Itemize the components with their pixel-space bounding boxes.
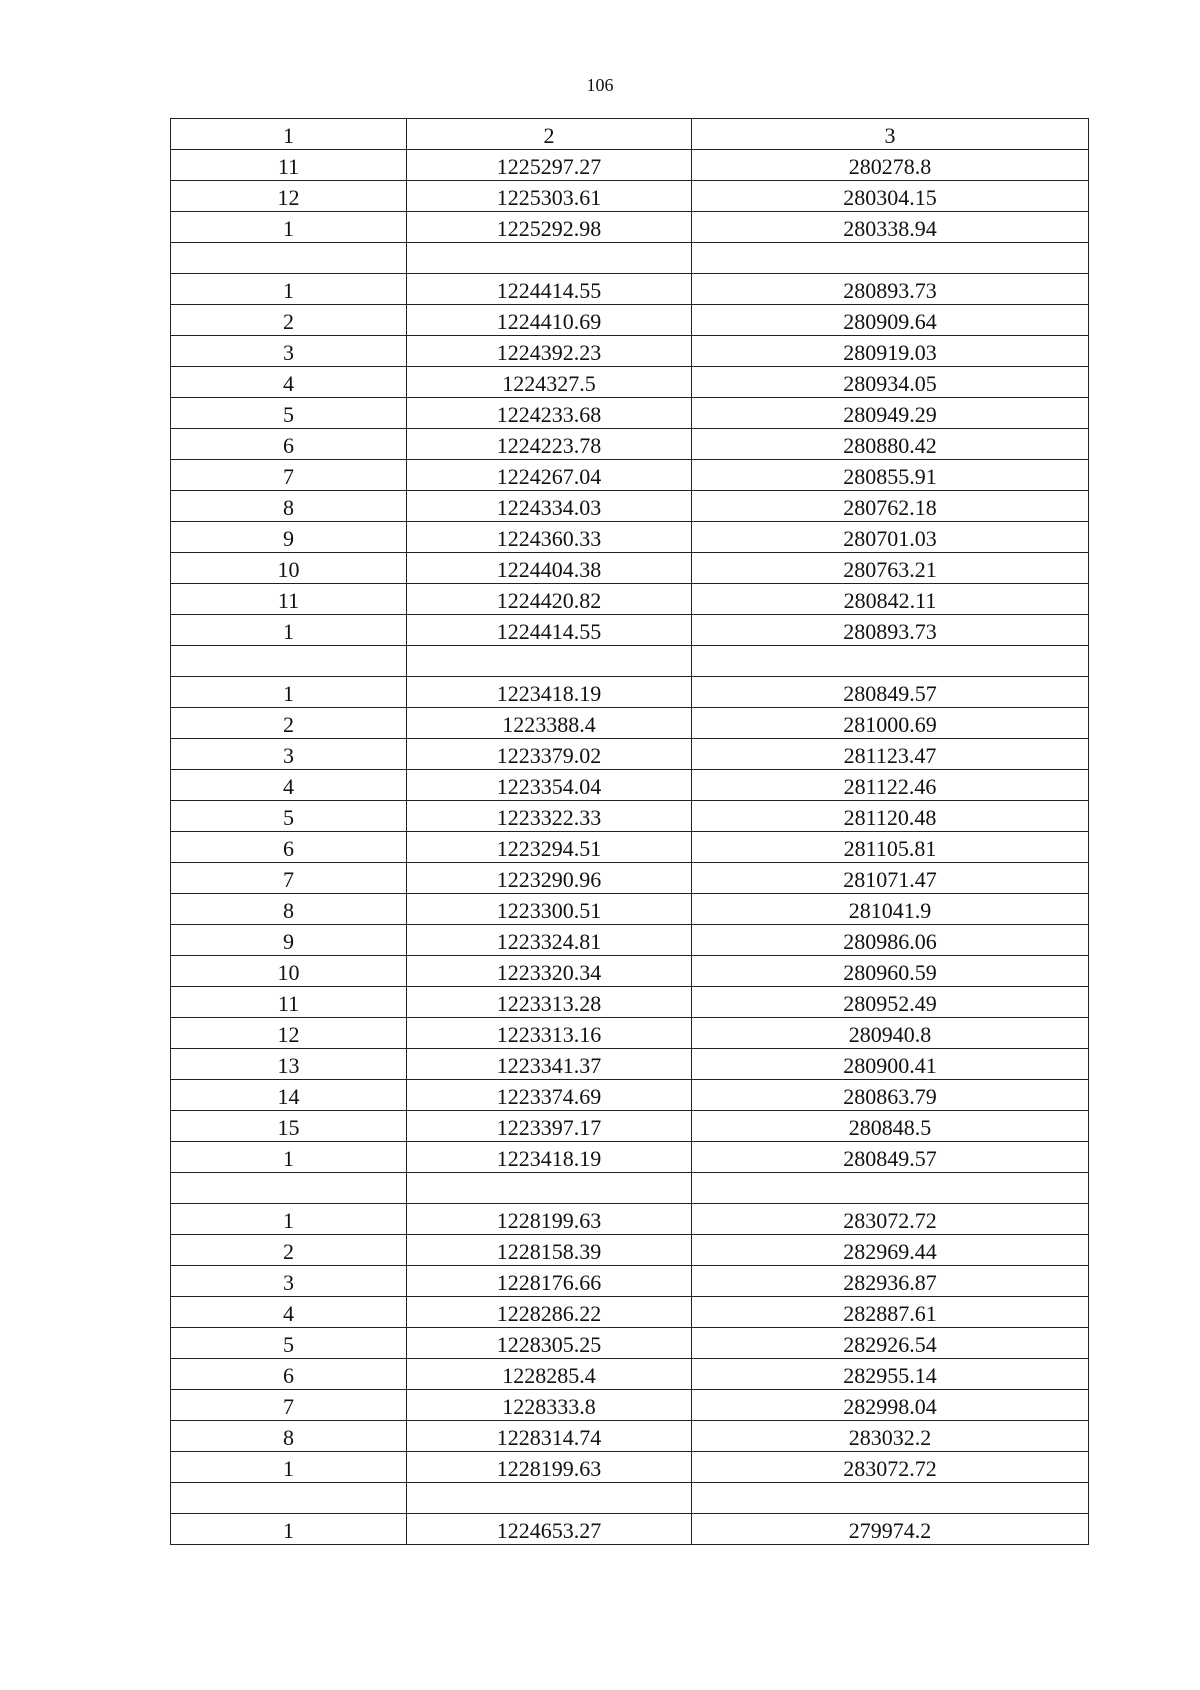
table-cell-col-3 (692, 1173, 1089, 1204)
table-cell-col-1: 10 (171, 553, 407, 584)
table-cell-col-3: 280842.11 (692, 584, 1089, 615)
table-row (171, 1297, 1089, 1328)
table-cell-col-1: 3 (171, 739, 407, 770)
table-cell-col-2: 1223379.02 (407, 739, 692, 770)
table-cell-col-1: 12 (171, 181, 407, 212)
table-cell-col-1: 10 (171, 956, 407, 987)
table-cell-col-2: 1224267.04 (407, 460, 692, 491)
table-row (171, 181, 1089, 212)
table-cell-col-2: 1223418.19 (407, 677, 692, 708)
table-body (171, 150, 1089, 1545)
table-cell-col-1 (171, 243, 407, 274)
table-cell-col-3: 280934.05 (692, 367, 1089, 398)
table-cell-col-2 (407, 1483, 692, 1514)
table-cell-col-3: 280849.57 (692, 1142, 1089, 1173)
table-row (171, 1421, 1089, 1452)
table-cell-col-2: 1228285.4 (407, 1359, 692, 1390)
table-cell-col-2 (407, 646, 692, 677)
table-cell-col-2: 1224334.03 (407, 491, 692, 522)
table-cell-col-3: 280762.18 (692, 491, 1089, 522)
table-cell-col-3: 282998.04 (692, 1390, 1089, 1421)
table-cell-col-1: 1 (171, 1204, 407, 1235)
table-cell-col-3: 280701.03 (692, 522, 1089, 553)
table-row (171, 1080, 1089, 1111)
table-cell-col-1: 8 (171, 1421, 407, 1452)
table-cell-col-3: 280849.57 (692, 677, 1089, 708)
table-row (171, 1018, 1089, 1049)
table-cell-col-1: 4 (171, 1297, 407, 1328)
table-cell-col-3: 280960.59 (692, 956, 1089, 987)
table-row (171, 739, 1089, 770)
table-cell-col-1: 1 (171, 274, 407, 305)
table-cell-col-3: 280848.5 (692, 1111, 1089, 1142)
table-cell-col-1: 2 (171, 1235, 407, 1266)
table-cell-col-1: 1 (171, 1452, 407, 1483)
table-cell-col-1 (171, 1483, 407, 1514)
table-cell-col-2: 1223388.4 (407, 708, 692, 739)
table-cell-col-1: 15 (171, 1111, 407, 1142)
table-row (171, 1173, 1089, 1204)
table-cell-col-3: 282887.61 (692, 1297, 1089, 1328)
table-cell-col-1: 1 (171, 1514, 407, 1545)
table-cell-col-2: 1224414.55 (407, 274, 692, 305)
table-cell-col-3: 281120.48 (692, 801, 1089, 832)
table-cell-col-2: 1228199.63 (407, 1452, 692, 1483)
table-cell-col-2: 1223300.51 (407, 894, 692, 925)
table-row (171, 150, 1089, 181)
table-cell-col-3: 280900.41 (692, 1049, 1089, 1080)
table-row (171, 522, 1089, 553)
table-row (171, 925, 1089, 956)
table-cell-col-3: 280919.03 (692, 336, 1089, 367)
table-cell-col-3: 280909.64 (692, 305, 1089, 336)
table-cell-col-2: 1223322.33 (407, 801, 692, 832)
table-cell-col-2: 1223313.28 (407, 987, 692, 1018)
table-row (171, 894, 1089, 925)
table-row (171, 1328, 1089, 1359)
table-row (171, 646, 1089, 677)
table-cell-col-1: 2 (171, 305, 407, 336)
table-cell-col-3: 281041.9 (692, 894, 1089, 925)
table-row (171, 1111, 1089, 1142)
table-cell-col-1: 9 (171, 925, 407, 956)
table-cell-col-3 (692, 646, 1089, 677)
table-row (171, 1514, 1089, 1545)
table-row (171, 1204, 1089, 1235)
table-cell-col-3: 280940.8 (692, 1018, 1089, 1049)
coordinates-table-container (170, 118, 1088, 1545)
table-cell-col-1: 11 (171, 150, 407, 181)
table-cell-col-3: 282936.87 (692, 1266, 1089, 1297)
table-row (171, 212, 1089, 243)
table-row (171, 708, 1089, 739)
table-cell-col-3: 283032.2 (692, 1421, 1089, 1452)
table-cell-col-3: 280893.73 (692, 274, 1089, 305)
table-cell-col-1: 11 (171, 584, 407, 615)
table-row (171, 429, 1089, 460)
table-row (171, 1390, 1089, 1421)
table-cell-col-2: 1223313.16 (407, 1018, 692, 1049)
table-row (171, 1483, 1089, 1514)
table-cell-col-1: 1 (171, 1142, 407, 1173)
table-cell-col-2: 1223374.69 (407, 1080, 692, 1111)
table-cell-col-1: 1 (171, 615, 407, 646)
table-cell-col-1: 6 (171, 1359, 407, 1390)
table-cell-col-2: 1223418.19 (407, 1142, 692, 1173)
table-row (171, 584, 1089, 615)
table-row (171, 801, 1089, 832)
table-cell-col-2: 1223290.96 (407, 863, 692, 894)
table-cell-col-3: 281000.69 (692, 708, 1089, 739)
table-cell-col-2: 1224327.5 (407, 367, 692, 398)
table-cell-col-1: 7 (171, 1390, 407, 1421)
coordinates-table (170, 118, 1089, 1545)
table-cell-col-2: 1228158.39 (407, 1235, 692, 1266)
table-cell-col-3 (692, 1483, 1089, 1514)
table-cell-col-3: 279974.2 (692, 1514, 1089, 1545)
table-cell-col-2: 1224223.78 (407, 429, 692, 460)
table-cell-col-3: 282969.44 (692, 1235, 1089, 1266)
table-cell-col-3: 280278.8 (692, 150, 1089, 181)
table-cell-col-2 (407, 243, 692, 274)
table-cell-col-3: 280304.15 (692, 181, 1089, 212)
table-cell-col-1 (171, 646, 407, 677)
table-cell-col-3 (692, 243, 1089, 274)
table-cell-col-3: 280855.91 (692, 460, 1089, 491)
table-cell-col-2: 1224360.33 (407, 522, 692, 553)
table-cell-col-2: 1224420.82 (407, 584, 692, 615)
table-cell-col-1: 5 (171, 398, 407, 429)
table-cell-col-3: 281071.47 (692, 863, 1089, 894)
table-row (171, 987, 1089, 1018)
table-cell-col-3: 283072.72 (692, 1204, 1089, 1235)
table-cell-col-1: 3 (171, 1266, 407, 1297)
table-cell-col-3: 281122.46 (692, 770, 1089, 801)
table-row (171, 956, 1089, 987)
table-row (171, 770, 1089, 801)
table-cell-col-1: 3 (171, 336, 407, 367)
table-row (171, 305, 1089, 336)
table-cell-col-3: 280338.94 (692, 212, 1089, 243)
table-cell-col-2: 1224410.69 (407, 305, 692, 336)
table-cell-col-1: 8 (171, 491, 407, 522)
table-cell-col-2: 1224233.68 (407, 398, 692, 429)
table-row (171, 677, 1089, 708)
table-cell-col-2 (407, 1173, 692, 1204)
table-cell-col-3: 281105.81 (692, 832, 1089, 863)
table-cell-col-3: 283072.72 (692, 1452, 1089, 1483)
table-cell-col-2: 1225303.61 (407, 181, 692, 212)
table-cell-col-2: 1223354.04 (407, 770, 692, 801)
table-cell-col-2: 1224653.27 (407, 1514, 692, 1545)
table-cell-col-3: 281123.47 (692, 739, 1089, 770)
table-cell-col-1: 7 (171, 460, 407, 491)
table-cell-col-3: 280763.21 (692, 553, 1089, 584)
table-row (171, 398, 1089, 429)
table-cell-col-3: 280952.49 (692, 987, 1089, 1018)
header-col-2: 2 (407, 119, 692, 150)
table-cell-col-2: 1228314.74 (407, 1421, 692, 1452)
table-row (171, 367, 1089, 398)
table-cell-col-2: 1228199.63 (407, 1204, 692, 1235)
table-row (171, 832, 1089, 863)
table-cell-col-1: 4 (171, 770, 407, 801)
table-cell-col-2: 1228286.22 (407, 1297, 692, 1328)
table-cell-col-2: 1223397.17 (407, 1111, 692, 1142)
table-cell-col-3: 280893.73 (692, 615, 1089, 646)
table-row (171, 615, 1089, 646)
header-col-1: 1 (171, 119, 407, 150)
table-cell-col-1: 1 (171, 677, 407, 708)
table-cell-col-2: 1225297.27 (407, 150, 692, 181)
table-row (171, 1266, 1089, 1297)
table-cell-col-1: 8 (171, 894, 407, 925)
table-cell-col-2: 1223294.51 (407, 832, 692, 863)
header-col-3: 3 (692, 119, 1089, 150)
table-row (171, 553, 1089, 584)
table-cell-col-1: 5 (171, 801, 407, 832)
page-number: 106 (586, 75, 614, 95)
table-cell-col-1: 7 (171, 863, 407, 894)
table-cell-col-3: 280880.42 (692, 429, 1089, 460)
table-cell-col-1: 11 (171, 987, 407, 1018)
table-row (171, 336, 1089, 367)
table-cell-col-1: 4 (171, 367, 407, 398)
table-cell-col-2: 1228333.8 (407, 1390, 692, 1421)
table-cell-col-3: 280986.06 (692, 925, 1089, 956)
table-cell-col-1: 9 (171, 522, 407, 553)
table-cell-col-3: 282926.54 (692, 1328, 1089, 1359)
table-cell-col-1: 6 (171, 429, 407, 460)
table-cell-col-2: 1224392.23 (407, 336, 692, 367)
table-row (171, 1142, 1089, 1173)
table-cell-col-2: 1224414.55 (407, 615, 692, 646)
table-header-row (171, 119, 1089, 150)
table-cell-col-1: 5 (171, 1328, 407, 1359)
table-row (171, 243, 1089, 274)
table-cell-col-3: 282955.14 (692, 1359, 1089, 1390)
table-cell-col-2: 1228305.25 (407, 1328, 692, 1359)
table-cell-col-1: 2 (171, 708, 407, 739)
table-cell-col-1: 13 (171, 1049, 407, 1080)
table-cell-col-1: 14 (171, 1080, 407, 1111)
table-row (171, 1452, 1089, 1483)
table-row (171, 460, 1089, 491)
table-cell-col-3: 280949.29 (692, 398, 1089, 429)
table-cell-col-1: 6 (171, 832, 407, 863)
table-cell-col-2: 1224404.38 (407, 553, 692, 584)
table-cell-col-2: 1223320.34 (407, 956, 692, 987)
table-cell-col-2: 1223324.81 (407, 925, 692, 956)
table-cell-col-2: 1228176.66 (407, 1266, 692, 1297)
table-row (171, 1359, 1089, 1390)
table-cell-col-1: 12 (171, 1018, 407, 1049)
table-cell-col-1 (171, 1173, 407, 1204)
table-cell-col-3: 280863.79 (692, 1080, 1089, 1111)
table-row (171, 863, 1089, 894)
table-row (171, 1235, 1089, 1266)
table-cell-col-1: 1 (171, 212, 407, 243)
table-row (171, 491, 1089, 522)
table-row (171, 274, 1089, 305)
table-row (171, 1049, 1089, 1080)
table-cell-col-2: 1223341.37 (407, 1049, 692, 1080)
table-cell-col-2: 1225292.98 (407, 212, 692, 243)
